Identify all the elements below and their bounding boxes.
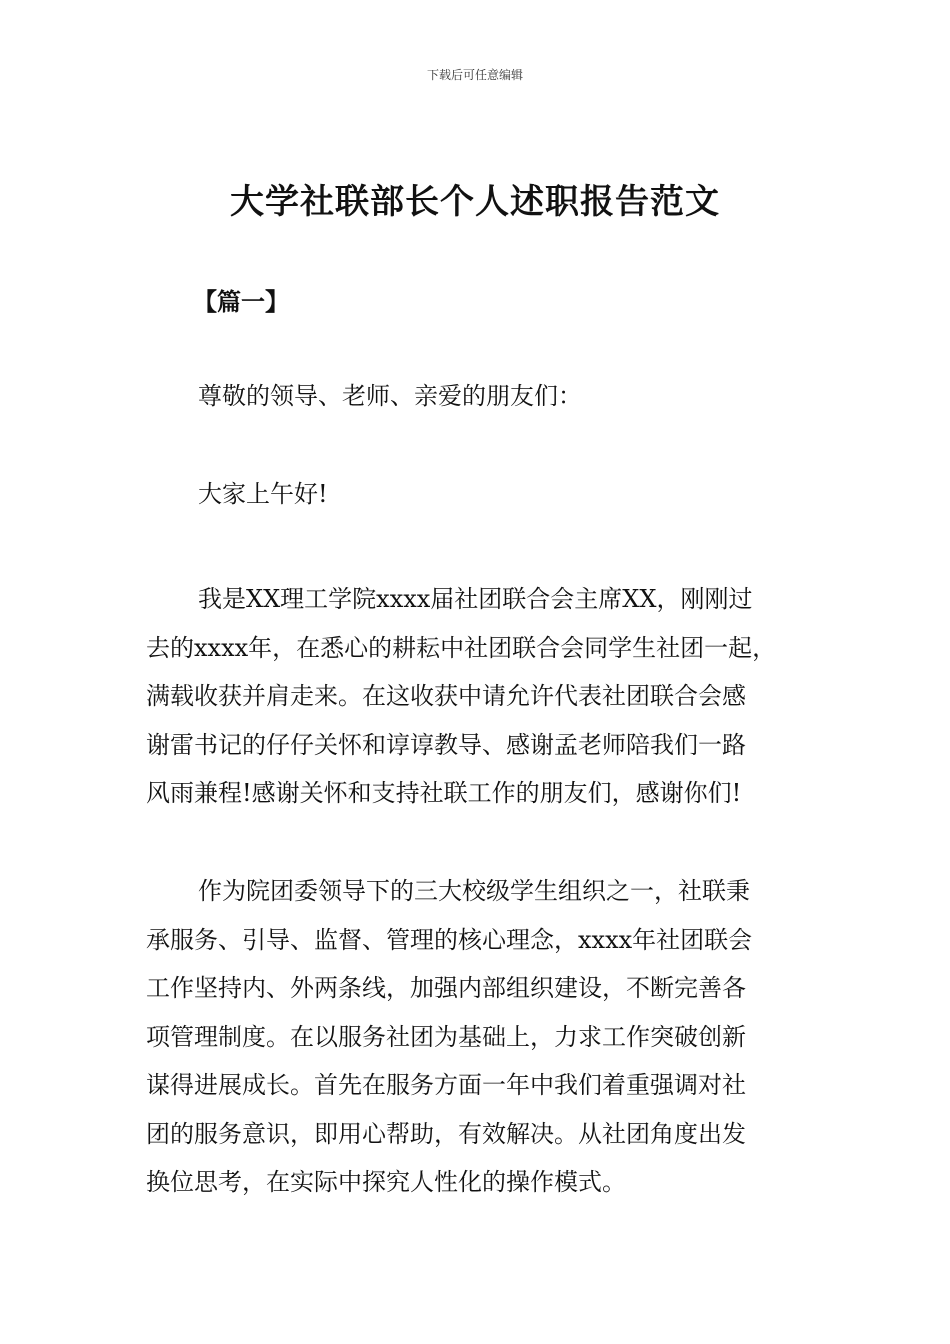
paragraph-line: 满载收获并肩走来。在这收获中请允许代表社团联合会感 [146,682,746,710]
paragraph-line: 团的服务意识，即用心帮助，有效解决。从社团角度出发 [146,1119,746,1148]
salute-text: 大家上午好! [198,480,328,508]
page-header-note: 下载后可任意编辑 [426,68,523,82]
paragraph-line: 我是XX理工学院xxxx届社团联合会主席XX，刚刚过 [198,585,753,613]
paragraph-line: 项管理制度。在以服务社团为基础上，力求工作突破创新 [146,1022,746,1051]
paragraph-1 [146,575,826,818]
paragraph-line: 工作坚持内、外两条线，加强内部组织建设，不断完善各 [146,974,746,1002]
paragraph-2 [146,867,826,1207]
document-title: 大学社联部长个人述职报告范文 [230,182,720,222]
paragraph-line: 谋得进展成长。首先在服务方面一年中我们着重强调对社 [146,1071,746,1099]
paragraph-line: 风雨兼程!感谢关怀和支持社联工作的朋友们，感谢你们! [146,779,742,807]
paragraph-line: 谢雷书记的仔仔关怀和谆谆教导、感谢孟老师陪我们一路 [146,730,746,759]
paragraph-line: 作为院团委领导下的三大校级学生组织之一，社联秉 [198,877,750,905]
greeting-text: 尊敬的领导、老师、亲爱的朋友们： [198,382,582,410]
section-label: 【篇一】 [193,288,289,316]
greeting-block [146,372,826,421]
salute-block [146,470,826,519]
paragraph-line: 去的xxxx年，在悉心的耕耘中社团联合会同学生社团一起， [146,633,777,662]
paragraph-line: 承服务、引导、监督、管理的核心理念，xxxx年社团联会 [146,925,753,954]
paragraph-line: 换位思考，在实际中探究人性化的操作模式。 [146,1168,626,1196]
